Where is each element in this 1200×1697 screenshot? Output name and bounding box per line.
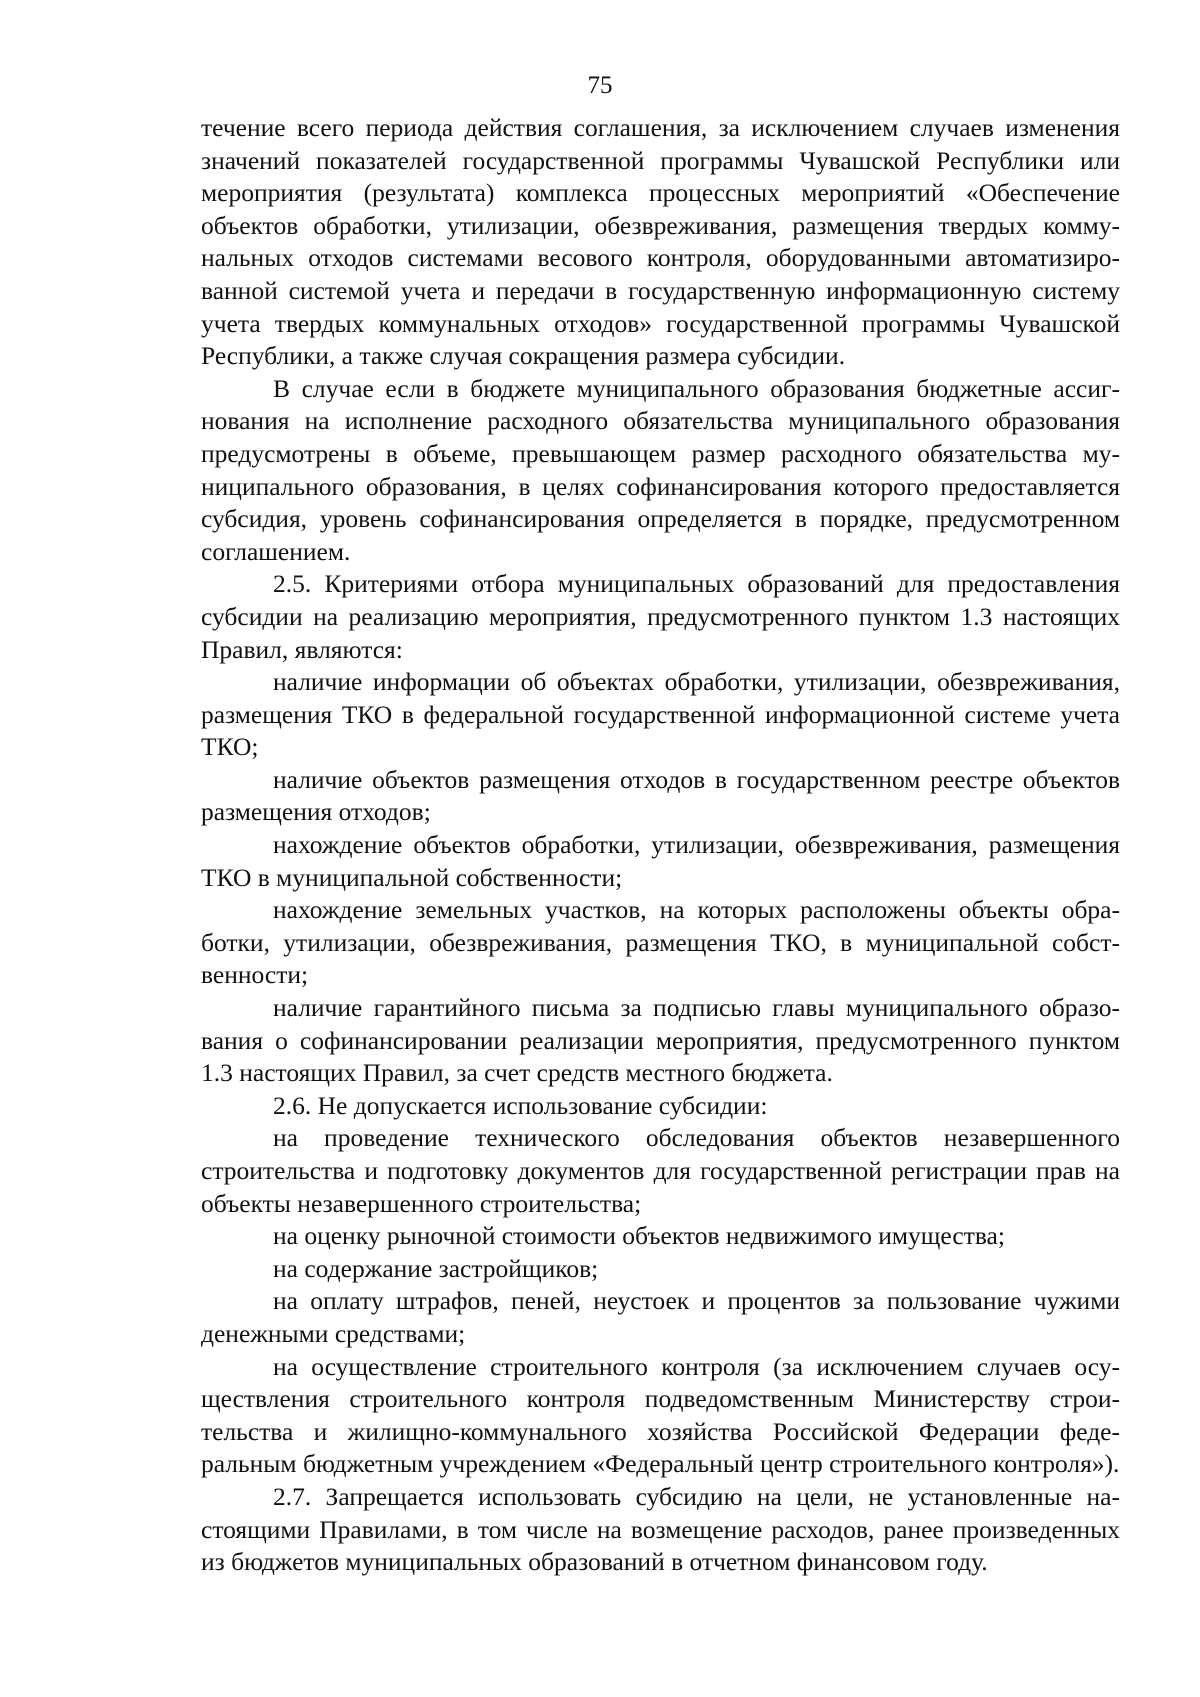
list-item-prohibited-5: на осуществление строительного контроля (за исключением случаев осуществления строительного контроля подведомственным Министерству строительства и жилищно-коммунального хозяйства Российской Федерации федеральным бюджетным учреждением «Федеральный центр строительного контроля»). xyxy=(201,1351,1120,1479)
list-item-criterion-5: наличие гарантийного письма за подписью главы муниципального образования о софинансировании реализации мероприятия, предусмотренного пунктом 1.3 настоящих Правил, за счет средств местного бюджета. xyxy=(201,993,1120,1088)
paragraph-2-6-prohibited-uses: 2.6. Не допускается использование субсидии: xyxy=(273,1090,768,1120)
paragraph-continuation: течение всего периода действия соглашения, за исключением случаев изменения значений показателей государственной программы Чувашской Республики или мероприятия (результата) комплекса процессных мероприятий «Обеспечение объектов обработки, утилизации, обезвреживания, размещения твердых коммунальных отходов системами весового контроля, оборудованными автоматизированной системой учета и передачи в государственную информационную систему учета твердых коммунальных отходов» государственной программы Чувашской Республики, а также случая сокращения размера субсидии. xyxy=(201,113,1120,371)
paragraph-2-5-criteria: 2.5. Критериями отбора муниципальных образований для предоставления субсидии на реализацию мероприятия, предусмотренного пунктом 1.3 настоящих Правил, являются: xyxy=(201,569,1120,664)
list-item-prohibited-1: на проведение технического обследования объектов незавершенного строительства и подготовку документов для государственной регистрации прав на объекты незавершенного строительства; xyxy=(201,1123,1120,1218)
list-item-prohibited-2: на оценку рыночной стоимости объектов недвижимого имущества; xyxy=(273,1221,1005,1251)
list-item-criterion-4: нахождение земельных участков, на которых расположены объекты обработки, утилизации, обезвреживания, размещения ТКО, в муниципальной собственности; xyxy=(201,895,1120,990)
list-item-prohibited-3: на содержание застройщиков; xyxy=(273,1253,599,1283)
list-item-prohibited-4: на оплату штрафов, пеней, неустоек и процентов за пользование чужими денежными средствами; xyxy=(201,1286,1120,1348)
page-number: 75 xyxy=(587,72,613,99)
document-body xyxy=(201,112,1120,1579)
paragraph-cofinancing: В случае если в бюджете муниципального образования бюджетные ассигнования на исполнение расходного обязательства муниципального образования предусмотрены в объеме, превышающем размер расходного обязательства муниципального образования, в целях софинансирования которого предоставляется субсидия, уровень софинансирования определяется в порядке, предусмотренном соглашением. xyxy=(201,373,1120,566)
list-item-criterion-1: наличие информации об объектах обработки, утилизации, обезвреживания, размещения ТКО в федеральной государственной информационной системе учета ТКО; xyxy=(201,667,1120,762)
list-item-criterion-2: наличие объектов размещения отходов в государственном реестре объектов размещения отходов; xyxy=(201,764,1120,827)
paragraph-2-7-restriction: 2.7. Запрещается использовать субсидию на цели, не установленные настоящими Правилами, в том числе на возмещение расходов, ранее произведенных из бюджетов муниципальных образований в отчетном финансовом году. xyxy=(201,1481,1120,1577)
list-item-criterion-3: нахождение объектов обработки, утилизации, обезвреживания, размещения ТКО в муниципальной собственности; xyxy=(201,830,1120,892)
